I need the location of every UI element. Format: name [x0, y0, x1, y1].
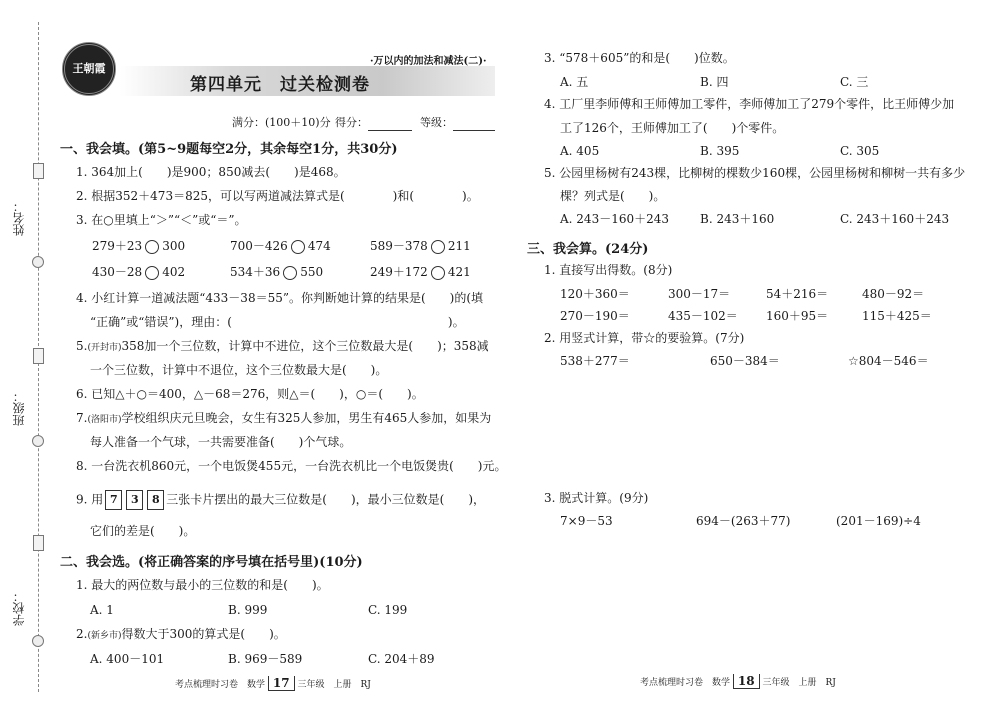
page-number: 18 [733, 674, 760, 689]
s2-q2 [76, 626, 286, 644]
s2-q5-line2: 棵？列式是( )。 [560, 189, 666, 203]
s1-q9-line2: 它们的差是( )。 [90, 524, 196, 538]
page-number: 17 [268, 676, 295, 691]
s1-q9-text: 三张卡片摆出的最大三位数是( )，最小三位数是( )， [166, 492, 485, 507]
s2-q2-option-b: B. 969－589 [228, 652, 303, 666]
number-card: 8 [147, 490, 164, 510]
s1-q5-text: 358加一个三位数，计算中不进位，这个三位数最大是( )；358减 [121, 339, 489, 353]
direct-calc-item: 270－190＝ [560, 309, 630, 323]
compare-item [370, 238, 471, 254]
s2-q2-option-c: C. 204＋89 [368, 652, 435, 666]
s2-q5-option-c: C. 243＋160＋243 [840, 212, 950, 226]
binding-tab [33, 535, 44, 551]
section-2-header: 二、我会选。(将正确答案的序号填在括号里)(10分) [60, 555, 363, 570]
compare-left: 589－378 [370, 239, 428, 253]
compare-left: 430－28 [92, 265, 143, 279]
direct-calc-item: 435－102＝ [668, 309, 738, 323]
compare-right: 421 [447, 265, 471, 279]
s1-q7-line2: 每人准备一个气球，一共需要准备( )个气球。 [90, 435, 352, 449]
footer-info: 三年级 上册 RJ [762, 678, 836, 688]
s3-q1: 1. 直接写出得数。(8分) [544, 263, 673, 277]
grade-label: 等级： [420, 116, 453, 129]
vertical-calc-item: 538＋277＝ [560, 354, 630, 368]
step-calc-item: 694－(263＋77) [696, 514, 791, 528]
number-card: 3 [126, 490, 143, 510]
s1-q1: 1. 364加上( )是900；850减去( )是468。 [76, 165, 346, 179]
compare-item [370, 264, 471, 280]
s2-q4-option-b: B. 395 [700, 144, 740, 158]
s1-q6: 6. 已知△＋○＝400，△－68＝276，则△＝( )，○＝( )。 [76, 387, 424, 401]
s1-q8: 8. 一台洗衣机860元，一个电饭煲455元，一台洗衣机比一个电饭煲贵( )元。 [76, 459, 507, 473]
step-calc-item: (201－169)÷4 [836, 514, 921, 528]
s2-q2-text: 得数大于300的算式是( )。 [121, 627, 286, 641]
s1-q7-line1 [76, 410, 491, 428]
footer-info: 三年级 上册 RJ [297, 680, 371, 690]
footer-series: 考点梳理时习卷 数学 [175, 680, 266, 690]
binding-tab [33, 348, 44, 364]
logo-seal: 王朝霞 [62, 42, 116, 96]
s2-q2-region-tag: (新乡市) [87, 631, 122, 641]
compare-item [230, 264, 323, 280]
s1-q5-line2: 一个三位数，计算中不退位，这个三位数最大是( )。 [90, 363, 388, 377]
s2-q1-option-c: C. 199 [368, 603, 408, 617]
vertical-calc-item: 650－384＝ [710, 354, 780, 368]
compare-left: 534＋36 [230, 265, 281, 279]
direct-calc-item: 54＋216＝ [766, 287, 829, 301]
compare-right: 550 [300, 265, 324, 279]
s1-q9-number: 9. 用 [76, 492, 104, 507]
section-3-header: 三、我会算。(24分) [527, 242, 649, 257]
page-title: 第四单元 过关检测卷 [190, 75, 370, 95]
compare-left: 249＋172 [370, 265, 428, 279]
direct-calc-item: 160＋95＝ [766, 309, 829, 323]
s1-q4-line1: 4. 小红计算一道减法题“433－38＝55”。你判断她计算的结果是( )的(填 [76, 291, 484, 305]
s1-q5-region-tag: (开封市) [87, 343, 122, 353]
s1-q7-number: 7. [76, 411, 88, 425]
step-calc-item: 7×9－53 [560, 514, 613, 528]
compare-circle[interactable] [283, 266, 297, 280]
s2-q3-option-a: A. 五 [560, 75, 589, 89]
compare-circle[interactable] [145, 266, 159, 280]
s1-q4-line2: “正确”或“错误”)，理由：( )。 [90, 315, 465, 329]
school-label: 学校： [12, 590, 26, 626]
compare-circle[interactable] [431, 266, 445, 280]
score-field [335, 115, 412, 131]
compare-circle[interactable] [431, 240, 445, 254]
direct-calc-item: 115＋425＝ [862, 309, 932, 323]
grade-field [420, 115, 495, 131]
s2-q2-number: 2. [76, 627, 88, 641]
s2-q1-option-b: B. 999 [228, 603, 268, 617]
compare-right: 474 [307, 239, 331, 253]
score-label: 得分： [335, 116, 368, 129]
compare-right: 402 [162, 265, 186, 279]
s1-q7-text: 学校组织庆元旦晚会，女生有325人参加，男生有465人参加，如果为 [121, 411, 492, 425]
unit-topic: ·万以内的加法和减法(二)· [370, 56, 487, 67]
direct-calc-item: 120＋360＝ [560, 287, 630, 301]
compare-right: 300 [162, 239, 186, 253]
name-label: 姓名： [12, 200, 26, 236]
grade-blank[interactable] [453, 130, 495, 131]
s2-q5-option-b: B. 243＋160 [700, 212, 775, 226]
direct-calc-item: 480－92＝ [862, 287, 925, 301]
direct-calc-item: 300－17＝ [668, 287, 731, 301]
compare-circle[interactable] [145, 240, 159, 254]
s3-q2: 2. 用竖式计算，带☆的要验算。(7分) [544, 331, 745, 345]
s2-q5-line1: 5. 公园里杨树有243棵，比柳树的棵数少160棵，公园里杨树和柳树一共有多少 [544, 166, 966, 180]
s1-q2: 2. 根据352＋473＝825，可以写两道减法算式是( )和( )。 [76, 189, 479, 203]
s1-q5-number: 5. [76, 339, 88, 353]
compare-item [230, 238, 331, 254]
binding-hole [32, 435, 44, 447]
footer-series: 考点梳理时习卷 数学 [640, 678, 731, 688]
compare-circle[interactable] [291, 240, 305, 254]
s2-q3-option-c: C. 三 [840, 75, 869, 89]
s1-q5-line1 [76, 338, 489, 356]
footer-left [175, 676, 371, 692]
score-blank[interactable] [368, 130, 412, 131]
number-card: 7 [105, 490, 122, 510]
compare-left: 700－426 [230, 239, 288, 253]
binding-hole [32, 635, 44, 647]
class-label: 班级： [12, 390, 26, 426]
s2-q3: 3. “578＋605”的和是( )位数。 [544, 51, 735, 65]
section-1-header: 一、我会填。(第5~9题每空2分，其余每空1分，共30分) [60, 142, 398, 157]
s2-q2-option-a: A. 400－101 [90, 652, 165, 666]
vertical-calc-item: ☆804－546＝ [848, 354, 929, 368]
s2-q1-option-a: A. 1 [90, 603, 114, 617]
footer-right [640, 674, 836, 690]
s3-q3: 3. 脱式计算。(9分) [544, 491, 649, 505]
compare-item [92, 238, 185, 254]
binding-hole [32, 256, 44, 268]
s1-q7-region-tag: (洛阳市) [87, 415, 122, 425]
s2-q4-line2: 工了126个，王师傅加工了( )个零件。 [560, 121, 785, 135]
s2-q4-option-a: A. 405 [560, 144, 600, 158]
binding-tab [33, 163, 44, 179]
s2-q4-option-c: C. 305 [840, 144, 880, 158]
full-score: 满分：(100＋10)分 [232, 116, 331, 129]
s2-q3-option-b: B. 四 [700, 75, 729, 89]
s2-q5-option-a: A. 243－160＋243 [560, 212, 670, 226]
s1-q3: 3. 在○里填上“＞”“＜”或“＝”。 [76, 213, 247, 227]
s2-q4-line1: 4. 工厂里李师傅和王师傅加工零件，李师傅加工了279个零件，比王师傅少加 [544, 97, 955, 111]
s2-q1: 1. 最大的两位数与最小的三位数的和是( )。 [76, 578, 329, 592]
s1-q9-line1 [76, 490, 485, 510]
compare-item [92, 264, 185, 280]
compare-right: 211 [447, 239, 471, 253]
compare-left: 279＋23 [92, 239, 143, 253]
